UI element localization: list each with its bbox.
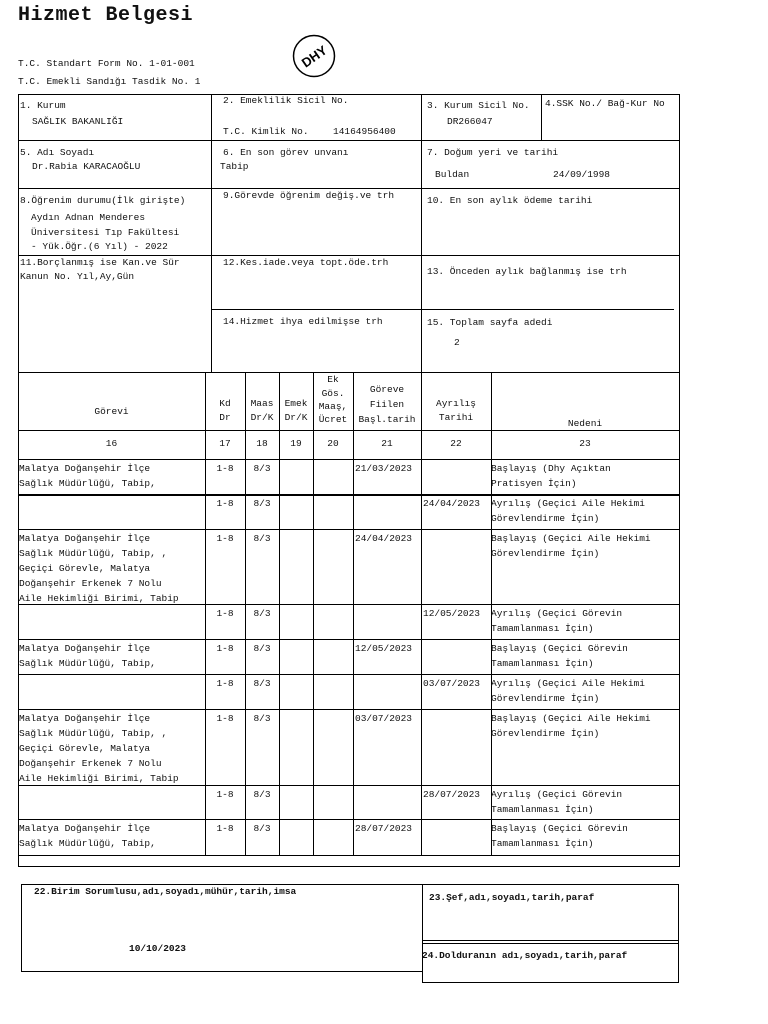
dolduran-label: 24.Dolduranın adı,soyadı,tarih,paraf — [422, 950, 628, 961]
son-odeme-label: 10. En son aylık ödeme tarihi — [427, 195, 593, 206]
dogum-yeri: Buldan — [435, 169, 470, 180]
nedeni-text: Görevlendirme İçin) — [491, 728, 600, 739]
onceden-aylik-label: 13. Önceden aylık bağlanmış ise trh — [427, 266, 627, 277]
kd-value: 1-8 — [216, 643, 234, 654]
nedeni-text: Pratisyen İçin) — [491, 478, 577, 489]
ogrenim-line1: Aydın Adnan Menderes — [31, 212, 146, 223]
adi-soyadi-label: 5. Adı Soyadı — [20, 147, 95, 158]
gorev-unvani-value: Tabip — [220, 161, 249, 172]
logo-text: DHY — [298, 42, 330, 71]
gorev-unvani-label: 6. En son görev unvanı — [223, 147, 349, 158]
col-kd-header-2: Dr — [219, 412, 231, 423]
nedeni-text: Ayrılış (Geçici Görevin — [491, 608, 623, 619]
dogum-label: 7. Doğum yeri ve tarihi — [427, 147, 559, 158]
gorev-text: Doğanşehir Erkenek 7 Nolu — [19, 758, 162, 769]
col-number: 22 — [450, 438, 462, 449]
toplam-sayfa-label: 15. Toplam sayfa adedi — [427, 317, 553, 328]
baslama-tarihi: 21/03/2023 — [355, 463, 413, 474]
col-ayrilis-header-1: Ayrılış — [436, 398, 476, 409]
col-ek-header-2: Gös. — [321, 388, 345, 399]
hizmet-ihya-label: 14.Hizmet ihya edilmişse trh — [223, 316, 383, 327]
kd-value: 1-8 — [216, 463, 234, 474]
maas-value: 8/3 — [253, 789, 271, 800]
gorev-text: Malatya Doğanşehir İlçe — [19, 823, 151, 834]
kurum-sicil-value: DR266047 — [447, 116, 493, 127]
approval-number: T.C. Emekli Sandığı Tasdik No. 1 — [18, 76, 201, 87]
ayrilis-tarihi: 24/04/2023 — [423, 498, 481, 509]
col-ayrilis-header-2: Tarihi — [438, 412, 474, 423]
sef-label: 23.Şef,adı,soyadı,tarih,paraf — [429, 892, 595, 903]
borclanma-line1: 11.Borçlanmış ise Kan.ve Sür — [20, 257, 180, 268]
gorev-text: Malatya Doğanşehir İlçe — [19, 713, 151, 724]
birim-sorumlusu-label: 22.Birim Sorumlusu,adı,soyadı,mühür,tarih,imsa — [34, 886, 297, 897]
baslama-tarihi: 24/04/2023 — [355, 533, 413, 544]
kd-value: 1-8 — [216, 713, 234, 724]
nedeni-text: Başlayış (Dhy Açıktan — [491, 463, 611, 474]
maas-value: 8/3 — [253, 463, 271, 474]
maas-value: 8/3 — [253, 608, 271, 619]
nedeni-text: Tamamlanması İçin) — [491, 623, 594, 634]
kd-value: 1-8 — [216, 608, 234, 619]
maas-value: 8/3 — [253, 533, 271, 544]
kd-value: 1-8 — [216, 789, 234, 800]
nedeni-text: Ayrılış (Geçici Aile Hekimi — [491, 498, 645, 509]
col-number: 20 — [327, 438, 339, 449]
form-number: T.C. Standart Form No. 1-01-001 — [18, 58, 195, 69]
kd-value: 1-8 — [216, 533, 234, 544]
nedeni-text: Başlayış (Geçici Görevin — [491, 823, 628, 834]
gorev-text: Sağlık Müdürlüğü, Tabip, — [19, 838, 156, 849]
nedeni-text: Tamamlanması İçin) — [491, 838, 594, 849]
nedeni-text: Görevlendirme İçin) — [491, 693, 600, 704]
col-ek-header-1: Ek — [327, 374, 339, 385]
kd-value: 1-8 — [216, 823, 234, 834]
col-kd-header-1: Kd — [219, 398, 231, 409]
ssk-label: 4.SSK No./ Bağ-Kur No — [545, 98, 665, 109]
gorev-text: Malatya Doğanşehir İlçe — [19, 463, 151, 474]
ogrenim-line3: - Yük.Öğr.(6 Yıl) - 2022 — [31, 241, 168, 252]
baslama-tarihi: 03/07/2023 — [355, 713, 413, 724]
col-ek-header-3: Maaş, — [318, 401, 348, 412]
ogrenim-label: 8.Öğrenim durumu(İlk girişte) — [20, 195, 186, 206]
nedeni-text: Tamamlanması İçin) — [491, 804, 594, 815]
baslama-tarihi: 12/05/2023 — [355, 643, 413, 654]
kd-value: 1-8 — [216, 678, 234, 689]
col-number: 23 — [579, 438, 591, 449]
ayrilis-tarihi: 12/05/2023 — [423, 608, 481, 619]
gorev-text: Geçiçi Görevle, Malatya — [19, 743, 151, 754]
kurum-label: 1. Kurum — [20, 100, 66, 111]
maas-value: 8/3 — [253, 713, 271, 724]
col-goreve-header-2: Fiilen — [369, 399, 405, 410]
col-number: 17 — [219, 438, 231, 449]
col-ek-header-4: Ücret — [318, 414, 348, 425]
col-number: 21 — [381, 438, 393, 449]
col-gorevi-header: Görevi — [94, 406, 129, 417]
maas-value: 8/3 — [253, 823, 271, 834]
gorev-text: Sağlık Müdürlüğü, Tabip, — [19, 478, 156, 489]
gorev-text: Malatya Doğanşehir İlçe — [19, 643, 151, 654]
gorev-text: Sağlık Müdürlüğü, Tabip, , — [19, 548, 168, 559]
col-emek-header-1: Emek — [284, 398, 308, 409]
nedeni-text: Görevlendirme İçin) — [491, 513, 600, 524]
col-number: 16 — [105, 438, 118, 449]
gorev-text: Sağlık Müdürlüğü, Tabip, , — [19, 728, 168, 739]
emeklilik-sicil-label: 2. Emeklilik Sicil No. — [223, 95, 349, 106]
gorev-text: Malatya Doğanşehir İlçe — [19, 533, 151, 544]
maas-value: 8/3 — [253, 498, 271, 509]
gorev-text: Sağlık Müdürlüğü, Tabip, — [19, 658, 156, 669]
kd-value: 1-8 — [216, 498, 234, 509]
col-maas-header-1: Maas — [250, 398, 274, 409]
ayrilis-tarihi: 03/07/2023 — [423, 678, 481, 689]
nedeni-text: Başlayış (Geçici Aile Hekimi — [491, 713, 651, 724]
nedeni-text: Ayrılış (Geçici Görevin — [491, 789, 623, 800]
ogrenim-line2: Üniversitesi Tıp Fakültesi — [31, 227, 180, 238]
tc-kimlik-label: T.C. Kimlik No. — [223, 126, 309, 137]
maas-value: 8/3 — [253, 643, 271, 654]
adi-soyadi-value: Dr.Rabia KARACAOĞLU — [32, 161, 141, 172]
gorev-text: Geçiçi Görevle, Malatya — [19, 563, 151, 574]
dogum-tarihi: 24/09/1998 — [553, 169, 611, 180]
nedeni-text: Ayrılış (Geçici Aile Hekimi — [491, 678, 645, 689]
gorev-text: Doğanşehir Erkenek 7 Nolu — [19, 578, 162, 589]
toplam-sayfa-value: 2 — [454, 337, 460, 348]
kurum-sicil-label: 3. Kurum Sicil No. — [427, 100, 530, 111]
col-number: 19 — [290, 438, 302, 449]
col-goreve-header-1: Göreve — [369, 384, 405, 395]
col-emek-header-2: Dr/K — [284, 412, 308, 423]
kurum-value: SAĞLIK BAKANLIĞI — [32, 116, 124, 127]
gorevde-ogrenim-label: 9.Görevde öğrenim değiş.ve trh — [223, 190, 395, 201]
nedeni-text: Başlayış (Geçici Aile Hekimi — [491, 533, 651, 544]
col-goreve-header-3: Başl.tarih — [358, 414, 416, 425]
col-number: 18 — [256, 438, 268, 449]
baslama-tarihi: 28/07/2023 — [355, 823, 413, 834]
page-title: Hizmet Belgesi — [18, 4, 194, 27]
birim-sorumlusu-date: 10/10/2023 — [129, 943, 187, 954]
nedeni-text: Tamamlanması İçin) — [491, 658, 594, 669]
dhy-logo-icon — [292, 34, 336, 78]
ayrilis-tarihi: 28/07/2023 — [423, 789, 481, 800]
gorev-text: Aile Hekimliği Birimi, Tabip — [19, 773, 179, 784]
gorev-text: Aile Hekimliği Birimi, Tabip — [19, 593, 179, 604]
nedeni-text: Görevlendirme İçin) — [491, 548, 600, 559]
tc-kimlik-value: 14164956400 — [333, 126, 396, 137]
col-maas-header-2: Dr/K — [250, 412, 274, 423]
nedeni-text: Başlayış (Geçici Görevin — [491, 643, 628, 654]
kesenek-iade-label: 12.Kes.iade.veya topt.öde.trh — [223, 257, 389, 268]
borclanma-line2: Kanun No. Yıl,Ay,Gün — [20, 271, 135, 282]
maas-value: 8/3 — [253, 678, 271, 689]
col-nedeni-header: Nedeni — [567, 418, 603, 429]
